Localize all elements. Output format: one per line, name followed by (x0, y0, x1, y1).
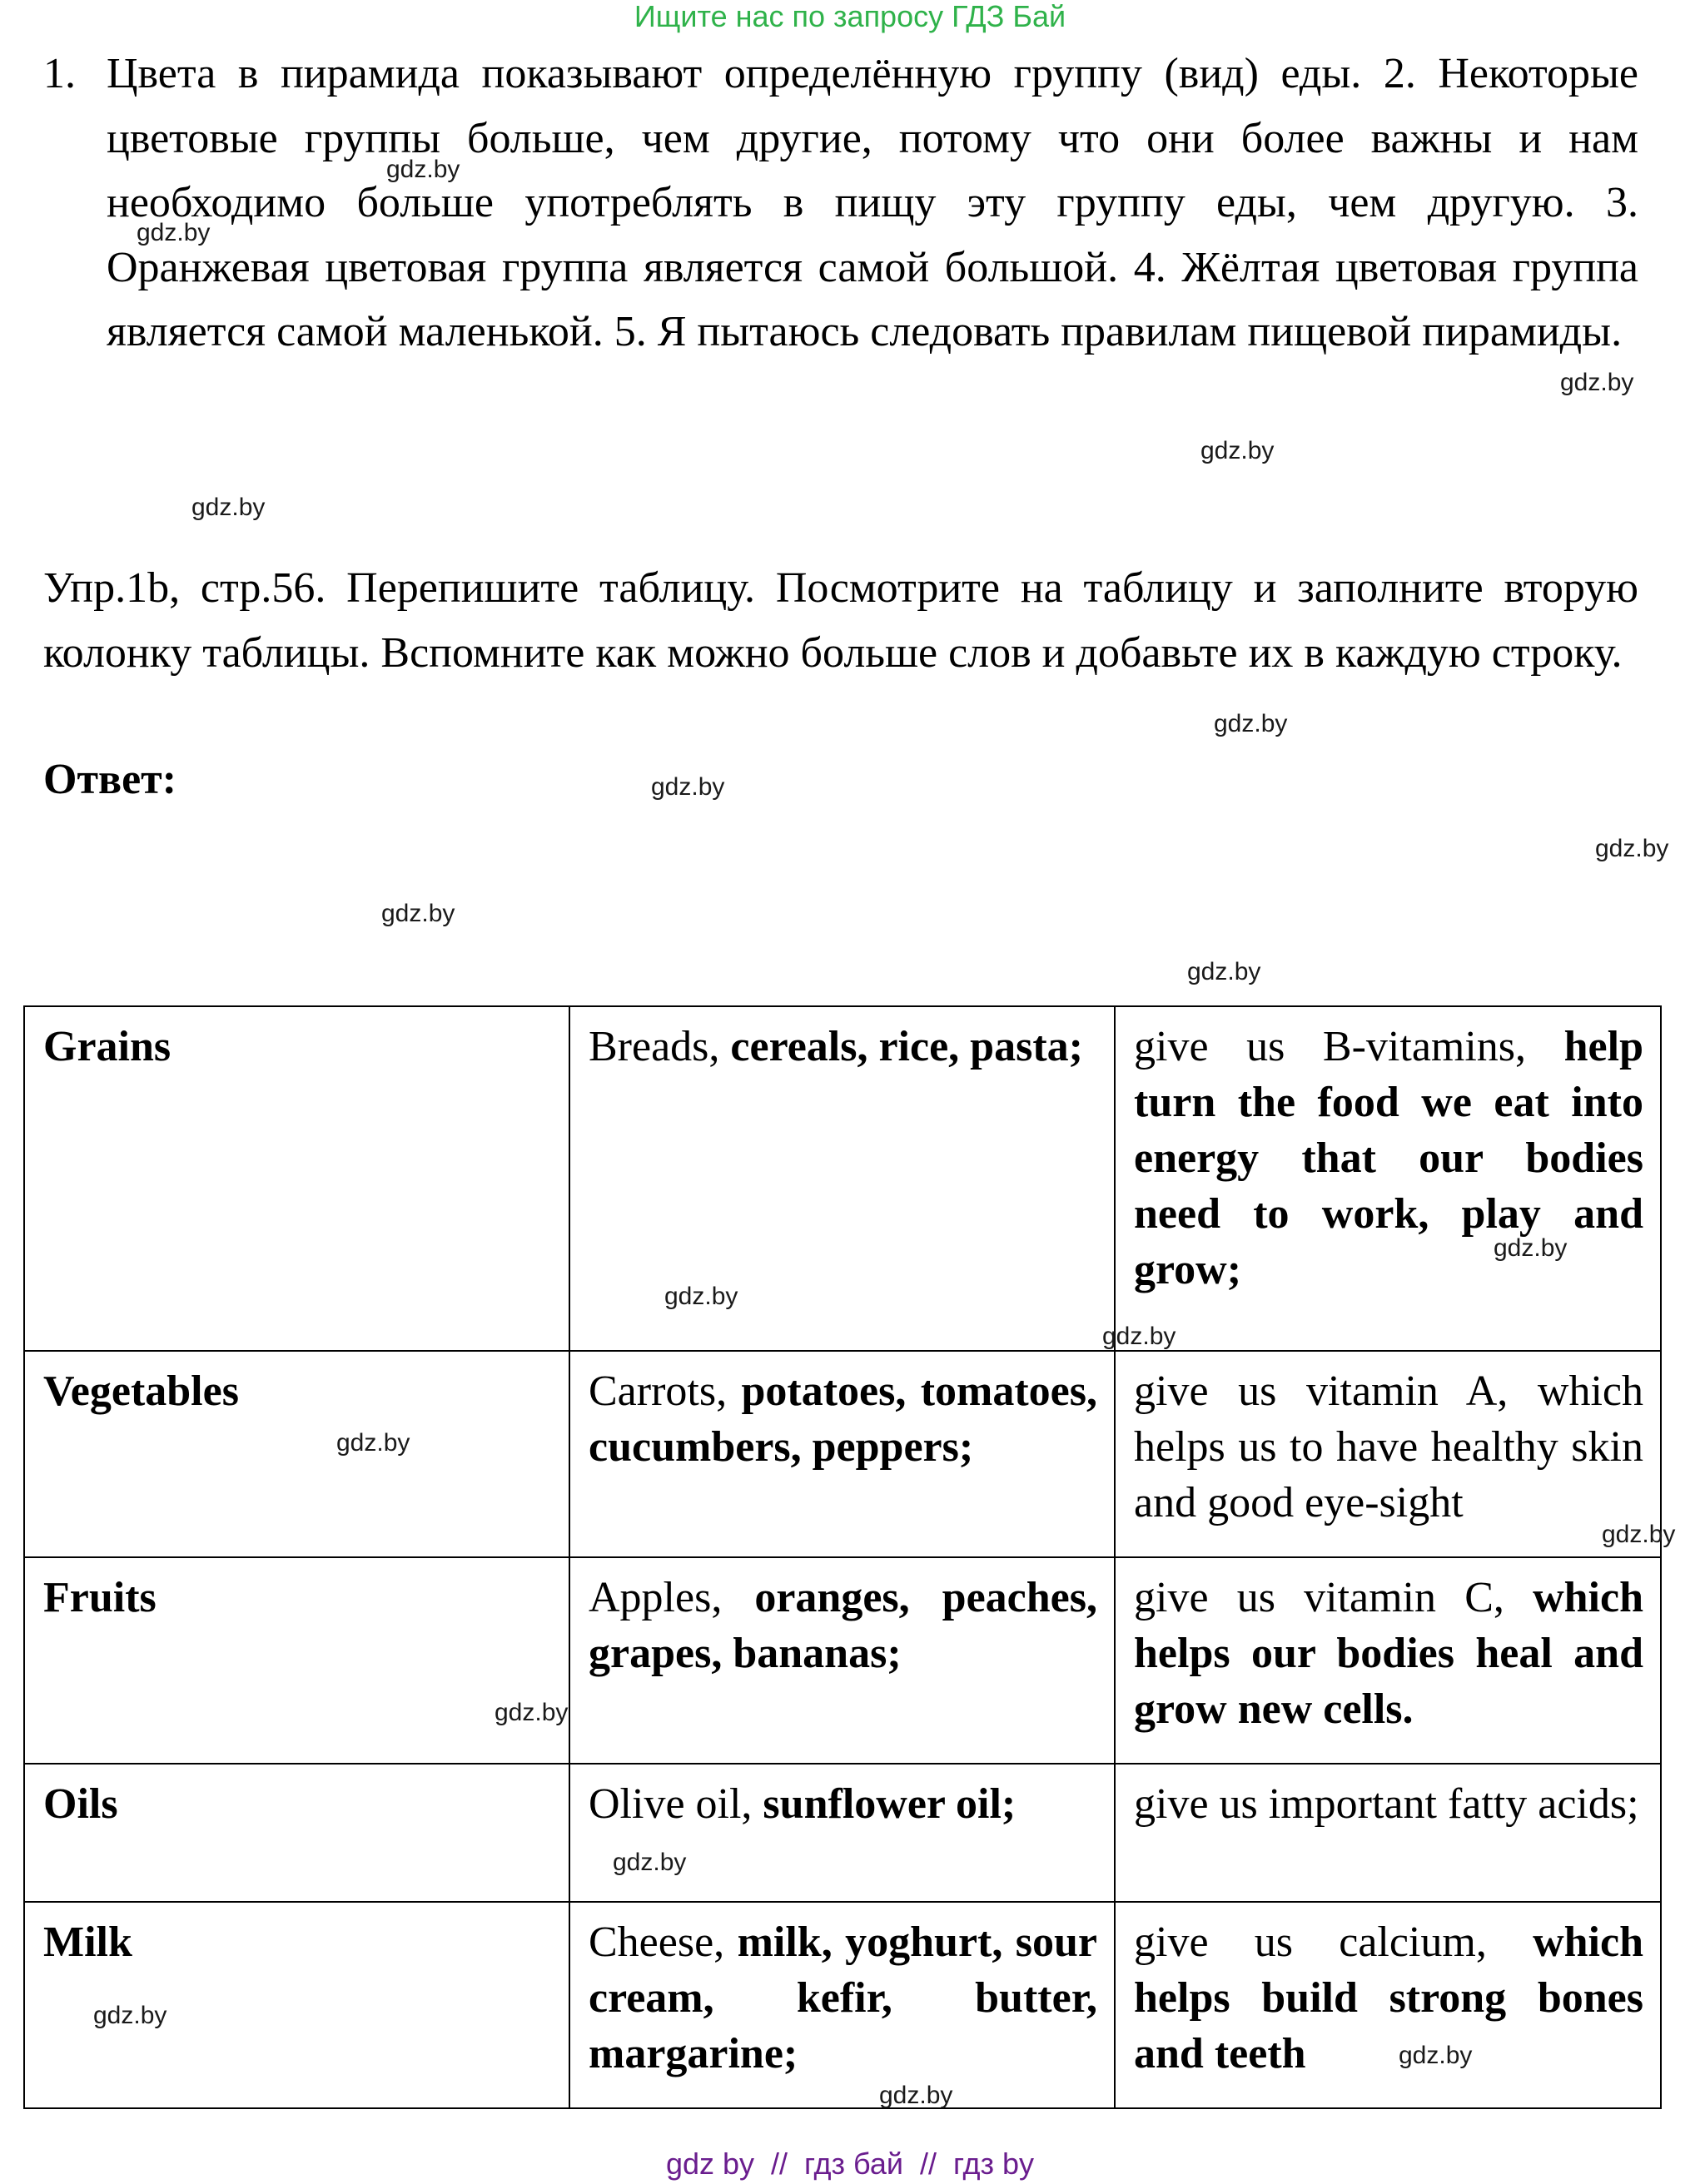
watermark: gdz.by (93, 2002, 167, 2029)
watermark: gdz.by (613, 1849, 687, 1876)
food-examples (569, 1557, 1115, 1764)
food-benefit-bold: which helps our bodies heal and grow new cells. (1134, 1574, 1643, 1733)
food-benefit (1115, 1557, 1661, 1764)
food-examples-bold: potatoes, tomatoes, cucumbers, peppers; (589, 1367, 1097, 1471)
table-row (24, 1351, 1661, 1557)
watermark: gdz.by (137, 219, 211, 246)
food-examples-plain: Cheese, (589, 1918, 738, 1966)
food-benefit-bold: which helps build strong bones and teeth (1134, 1918, 1643, 2077)
paragraph-1-number: 1. (43, 50, 76, 97)
food-group-name: Milk (24, 1902, 569, 2108)
top-banner: Ищите нас по запросу ГДЗ Бай (634, 0, 1066, 33)
watermark: gdz.by (1200, 437, 1275, 464)
food-benefit-bold: help turn the food we eat into energy that our bodies need to work, play and grow; (1134, 1023, 1643, 1293)
watermark: gdz.by (1102, 1323, 1176, 1350)
watermark: gdz.by (879, 2082, 953, 2109)
food-benefit (1115, 1764, 1661, 1902)
food-examples (569, 1351, 1115, 1557)
food-benefit (1115, 1902, 1661, 2108)
food-examples-bold: oranges, peaches, grapes, bananas; (589, 1574, 1097, 1677)
watermark: gdz.by (1187, 958, 1261, 985)
footer-links: gdz by // гдз бай // гдз by (665, 2147, 1035, 2181)
watermark: gdz.by (1595, 835, 1669, 862)
watermark: gdz.by (651, 773, 725, 801)
watermark: gdz.by (381, 900, 455, 927)
food-group-name: Vegetables (24, 1351, 569, 1557)
food-groups-table (23, 1005, 1662, 2109)
watermark: gdz.by (664, 1283, 738, 1310)
exercise-instructions: Упр.1b, стр.56. Перепишите таблицу. Посмотрите на таблицу и заполните вторую колонку таблицы. Вспомните как можно больше слов и добавьте их в каждую строку. (43, 564, 1638, 677)
table-row (24, 1006, 1661, 1351)
watermark: gdz.by (191, 494, 266, 521)
food-examples-plain: Apples, (589, 1574, 755, 1621)
table-row (24, 1557, 1661, 1764)
food-benefit-plain: give us vitamin C, (1134, 1574, 1533, 1621)
table-row (24, 1764, 1661, 1902)
food-examples (569, 1764, 1115, 1902)
food-examples-plain: Breads, (589, 1023, 731, 1070)
watermark: gdz.by (336, 1429, 410, 1457)
watermark: gdz.by (1602, 1521, 1676, 1548)
food-examples-bold: milk, yoghurt, sour cream, kefir, butter, margarine; (589, 1918, 1097, 2077)
watermark: gdz.by (1399, 2042, 1473, 2069)
table-row (24, 1902, 1661, 2108)
food-benefit-plain: give us calcium, (1134, 1918, 1533, 1966)
food-benefit-plain: give us vitamin A, which helps us to have healthy skin and good eye-sight (1134, 1367, 1643, 1526)
answer-label: Ответ: (43, 756, 177, 803)
watermark: gdz.by (1214, 710, 1288, 737)
watermark: gdz.by (1560, 369, 1634, 396)
watermark: gdz.by (386, 156, 460, 183)
food-benefit-plain: give us B-vitamins, (1134, 1023, 1564, 1070)
food-examples-bold: cereals, rice, pasta; (730, 1023, 1083, 1070)
food-examples-bold: sunflower oil; (763, 1780, 1017, 1828)
food-benefit-plain: give us important fatty acids; (1134, 1780, 1639, 1828)
watermark: gdz.by (1494, 1234, 1568, 1262)
food-examples-plain: Carrots, (589, 1367, 742, 1415)
food-examples-plain: Olive oil, (589, 1780, 763, 1828)
paragraph-1-text: Цвета в пирамида показывают определённую группу (вид) еды. 2. Некоторые цветовые группы больше, чем другие, потому что они более важны и нам необходимо больше употреблять в пищу эту группу еды, чем другую. 3. Оранжевая цветовая группа является самой большой. 4. Жёлтая цветовая группа является самой маленькой. 5. Я пытаюсь следовать правилам пищевой пирамиды. (107, 50, 1638, 355)
food-group-name: Grains (24, 1006, 569, 1351)
food-examples (569, 1902, 1115, 2108)
food-group-name: Oils (24, 1764, 569, 1902)
watermark: gdz.by (495, 1699, 569, 1726)
food-group-name: Fruits (24, 1557, 569, 1764)
food-benefit (1115, 1006, 1661, 1351)
food-benefit (1115, 1351, 1661, 1557)
food-examples (569, 1006, 1115, 1351)
